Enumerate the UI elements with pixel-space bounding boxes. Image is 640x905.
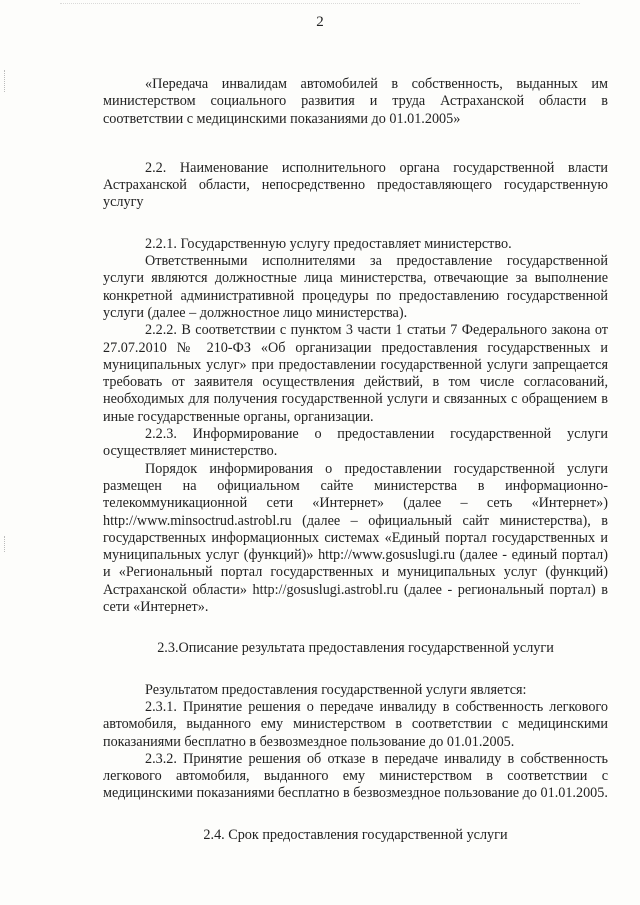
paragraph-2-2-1: 2.2.1. Государственную услугу предоставляет министерство. [145, 235, 512, 252]
scan-artifact [60, 3, 580, 6]
paragraph-2-2-2: 2.2.2. В соответствии с пунктом 3 части 1 статьи 7 Федерального закона от 27.07.2010 № 210-ФЗ «Об организации предоставления государственных и муниципальных услуг» при предоставлении государственной услуги запрещается требовать от заявителя осуществления действий, в том числе согласований, необходимых для получения государственной услуги и связанных с обращением в иные государственные органы, организации. [103, 322, 608, 425]
paragraph-responsible: Ответственными исполнителями за предоставление государственной услуги являются должностные лица министерства, отвечающие за выполнение конкретной административной процедуры по предоставлению государственной услуги (далее – должностное лицо министерства). [103, 253, 608, 321]
paragraph-result: Результатом предоставления государственной услуги является: [145, 681, 527, 698]
paragraph-informing: Порядок информирования о предоставлении государственной услуги размещен на официальном сайте министерства в информационно-телекоммуникационной сети «Интернет» (далее – сеть «Интернет») http://www.minsoctrud.astrobl.ru (далее – официальный сайт министерства), в государственных информационных системах «Единый портал государственных и муниципальных услуг (функций)» http://www.gosuslugi.ru (далее - единый портал) и «Региональный портал государственных и муниципальных услуг (функций) Астраханской области» http://gosuslugi.astrobl.ru (далее - региональный портал) в сети «Интернет». [103, 460, 608, 616]
paragraph-2-3-1: 2.3.1. Принятие решения о передаче инвалиду в собственность легкового автомобиля, выданного ему министерством в соответствии с медицинскими показаниями бесплатно в безвозмездное пользование до 01.01.2005. [103, 698, 608, 750]
document-body [103, 76, 608, 844]
paragraph-2-3-2: 2.3.2. Принятие решения об отказе в передаче инвалиду в собственность легкового автомобиля, выданного ему министерством в соответствии с медицинскими показаниями бесплатно в безвозмездное пользование до 01.01.2005. [103, 750, 608, 802]
page-number: 2 [316, 14, 324, 30]
section-heading-2-4: 2.4. Срок предоставления государственной услуги [203, 826, 508, 843]
section-heading-2-2: 2.2. Наименование исполнительного органа государственной власти Астраханской области, непосредственно предоставляющего государственную услугу [103, 159, 608, 211]
margin-artifact [4, 536, 13, 552]
section-heading-2-3: 2.3.Описание результата предоставления государственной услуги [157, 640, 554, 657]
paragraph-2-2-3: 2.2.3. Информирование о предоставлении государственной услуги осуществляет министерство. [103, 426, 608, 460]
service-title-quote: «Передача инвалидам автомобилей в собственность, выданных им министерством социального развития и труда Астраханской области в соответствии с медицинскими показаниями до 01.01.2005» [103, 76, 608, 127]
margin-artifact [4, 70, 13, 92]
